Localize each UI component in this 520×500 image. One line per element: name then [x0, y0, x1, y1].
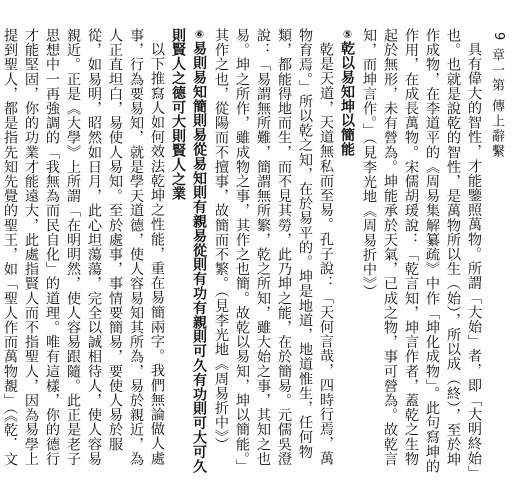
section-title: 傳上辭繫 [489, 99, 504, 160]
heading-marker: ⑥ [193, 28, 206, 42]
page-number: 9 [491, 32, 506, 43]
heading-marker: ⑤ [341, 28, 354, 42]
page-body [2, 28, 484, 478]
chapter-label: 章一第 [489, 48, 504, 94]
paragraph: 以下推寫人如何效法乾坤之性能，重在易簡兩字。我們無論做人處事，行為要易知，就是學天道德，使人容易知其所為，易於親近，為人正直坦白，易使人易知。至於處事，事情要簡易，要使人易於服從，如易明，昭然如日月，此心坦蕩蕩，完全以誠相待人，使人容易親近。正是《大學》上所謂「在明明然，使人容易跟隨。此正是老子思想中一再強調的「我無為而民自化」的道理。唯有這樣，你的德行才能堅固，你的功業才能遠大，此處指賢人而不指聖人，因為易學上提到聖人，都是指先知先覺的聖王，如「聖人作而萬物覩」（《乾．文 [2, 28, 165, 467]
running-header [487, 32, 506, 159]
heading-text: 乾以易知坤以簡能 [339, 41, 355, 157]
paragraph: 乾是天道，天道無私而至易。孔子說：「天何言哉，四時行焉，萬物育焉。」所以乾之知，在於易平的。坤是地道，地道惟生，任何物類，都能得地而生，而不見其勞，此乃坤之能，在於簡易。元儒吳澄說：「易謂無所難，簡謂無所繁，乾之所知，雖大始之事，其知之也易。坤之所作，雖成物之事，其作之也簡。故乾以易知，坤以簡能。」其作之也，從陽而不擅事，故簡而不繁。（見李光地《周易折中》） [213, 28, 334, 474]
section-heading [167, 28, 210, 478]
section-heading [336, 28, 358, 478]
heading-text: 易則易知簡則易從易知則有親易從則有功有親則可久有功則可大可久則賢人之德可大則賢人之業 [170, 28, 207, 474]
paragraph: 具有偉大的智性，才能鑒照萬物。所謂「大始」者，即「大明終始」也。也就是說乾的智性，是萬物所以生（始），所以成（終），至於坤作成物，在李道平的《周易集解纂疏》中作「坤化成物」。此句寫坤的作用，在成長萬物。宋儒胡瑗說：「乾言知，坤言作者，蓋乾之生物起於無形，未有營為。坤能承於天氣，已成之物，事可營為。故乾言知，而坤言作。」（見李光地《周易折中》） [361, 28, 482, 474]
